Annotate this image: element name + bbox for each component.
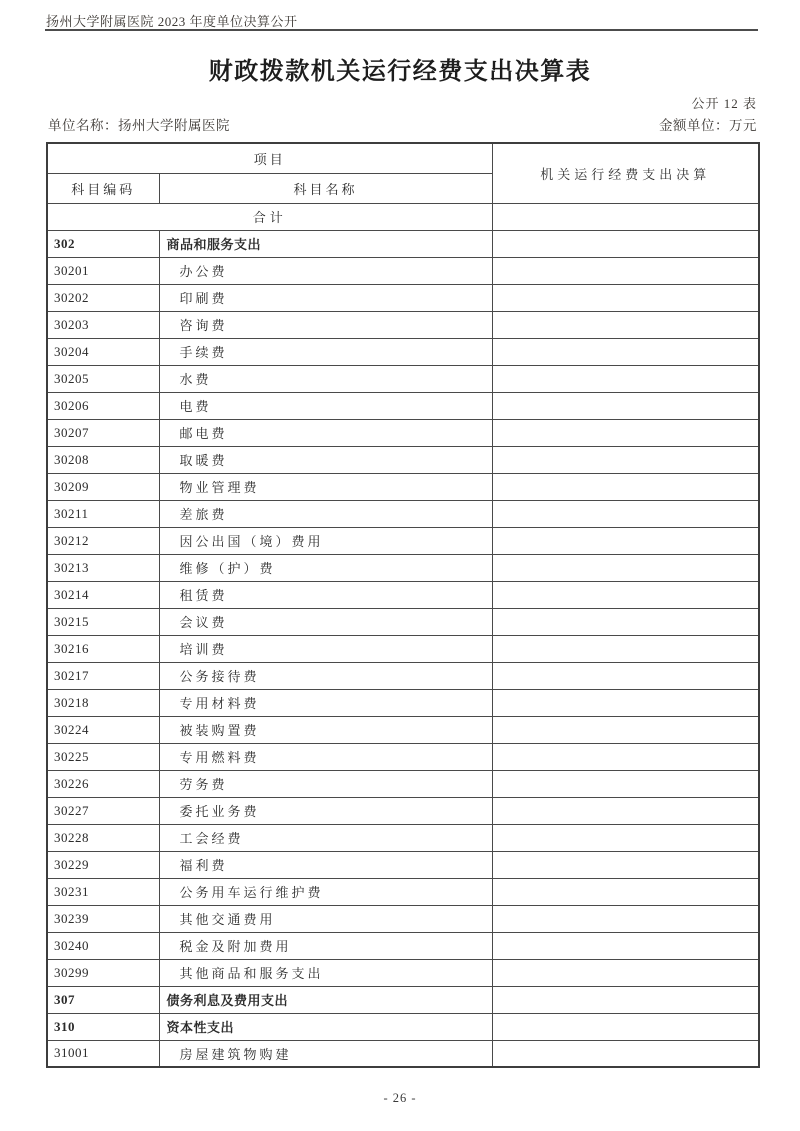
value-cell — [492, 797, 759, 824]
subject-name-cell: 邮电费 — [159, 419, 492, 446]
value-cell — [492, 230, 759, 257]
value-cell — [492, 743, 759, 770]
subject-code-cell: 302 — [47, 230, 159, 257]
subject-code-cell: 30231 — [47, 878, 159, 905]
subject-code-cell: 30228 — [47, 824, 159, 851]
subject-name-cell: 办公费 — [159, 257, 492, 284]
header-value-column: 机关运行经费支出决算 — [492, 143, 759, 203]
value-cell — [492, 932, 759, 959]
subject-code-cell: 30212 — [47, 527, 159, 554]
subject-code-cell: 310 — [47, 1013, 159, 1040]
table-row — [47, 554, 759, 581]
value-cell — [492, 662, 759, 689]
subject-name-cell: 水费 — [159, 365, 492, 392]
subject-name-cell: 工会经费 — [159, 824, 492, 851]
subject-name-cell: 资本性支出 — [159, 1013, 492, 1040]
subject-name-cell: 商品和服务支出 — [159, 230, 492, 257]
value-cell — [492, 581, 759, 608]
subject-code-cell: 30214 — [47, 581, 159, 608]
value-cell — [492, 446, 759, 473]
subject-code-cell: 30207 — [47, 419, 159, 446]
table-row — [47, 581, 759, 608]
table-row — [47, 608, 759, 635]
subject-name-cell: 房屋建筑物购建 — [159, 1040, 492, 1067]
value-cell — [492, 635, 759, 662]
unit-name-label: 单位名称：扬州大学附属医院 — [48, 118, 230, 133]
table-row — [47, 689, 759, 716]
subject-code-cell: 30206 — [47, 392, 159, 419]
table-row — [47, 851, 759, 878]
header-divider — [45, 29, 758, 31]
value-cell — [492, 284, 759, 311]
subject-code-cell: 30203 — [47, 311, 159, 338]
subject-name-cell: 劳务费 — [159, 770, 492, 797]
value-cell — [492, 419, 759, 446]
subject-name-cell: 取暖费 — [159, 446, 492, 473]
subject-code-cell: 30202 — [47, 284, 159, 311]
table-row — [47, 662, 759, 689]
value-cell — [492, 824, 759, 851]
value-cell — [492, 878, 759, 905]
subject-code-cell: 30240 — [47, 932, 159, 959]
value-cell — [492, 365, 759, 392]
table-row — [47, 986, 759, 1013]
subject-code-cell: 30217 — [47, 662, 159, 689]
subject-name-cell: 差旅费 — [159, 500, 492, 527]
table-row — [47, 392, 759, 419]
value-cell — [492, 1040, 759, 1067]
header-name-column: 科目名称 — [159, 173, 492, 203]
value-cell — [492, 257, 759, 284]
subject-name-cell: 物业管理费 — [159, 473, 492, 500]
subject-name-cell: 被装购置费 — [159, 716, 492, 743]
subject-name-cell: 咨询费 — [159, 311, 492, 338]
subject-code-cell: 30239 — [47, 905, 159, 932]
value-cell — [492, 959, 759, 986]
subject-code-cell: 31001 — [47, 1040, 159, 1067]
value-cell — [492, 1013, 759, 1040]
amount-unit-label: 金额单位：万元 — [659, 118, 757, 133]
table-row — [47, 419, 759, 446]
table-row — [47, 959, 759, 986]
table-row — [47, 1040, 759, 1067]
table-row — [47, 743, 759, 770]
page-title: 财政拨款机关运行经费支出决算表 — [208, 59, 592, 85]
table-row — [47, 905, 759, 932]
subject-name-cell: 公务用车运行维护费 — [159, 878, 492, 905]
subject-code-cell: 30216 — [47, 635, 159, 662]
value-cell — [492, 392, 759, 419]
total-label-cell: 合计 — [47, 203, 492, 230]
subject-name-cell: 会议费 — [159, 608, 492, 635]
subject-code-cell: 30215 — [47, 608, 159, 635]
value-cell — [492, 527, 759, 554]
subject-code-cell: 30204 — [47, 338, 159, 365]
subject-name-cell: 委托业务费 — [159, 797, 492, 824]
subject-code-cell: 30299 — [47, 959, 159, 986]
table-row — [47, 446, 759, 473]
total-row — [47, 203, 759, 230]
subject-name-cell: 因公出国（境）费用 — [159, 527, 492, 554]
table-row — [47, 500, 759, 527]
table-row — [47, 311, 759, 338]
subject-name-cell: 印刷费 — [159, 284, 492, 311]
subject-name-cell: 债务利息及费用支出 — [159, 986, 492, 1013]
subject-name-cell: 电费 — [159, 392, 492, 419]
header-project: 项目 — [47, 143, 492, 173]
table-row — [47, 635, 759, 662]
table-row — [47, 1013, 759, 1040]
subject-name-cell: 手续费 — [159, 338, 492, 365]
value-cell — [492, 905, 759, 932]
table-number: 公开 12 表 — [691, 96, 757, 111]
table-row — [47, 716, 759, 743]
value-cell — [492, 500, 759, 527]
value-cell — [492, 851, 759, 878]
meta-line — [48, 114, 757, 134]
subject-code-cell: 30205 — [47, 365, 159, 392]
table-row — [47, 527, 759, 554]
subject-name-cell: 公务接待费 — [159, 662, 492, 689]
document-header-note: 扬州大学附属医院 2023 年度单位决算公开 — [46, 14, 298, 29]
table-row — [47, 878, 759, 905]
subject-name-cell: 专用燃料费 — [159, 743, 492, 770]
table-row — [47, 257, 759, 284]
table-row — [47, 365, 759, 392]
subject-code-cell: 30224 — [47, 716, 159, 743]
subject-code-cell: 307 — [47, 986, 159, 1013]
header-code-column: 科目编码 — [47, 173, 159, 203]
value-cell — [492, 716, 759, 743]
value-cell — [492, 554, 759, 581]
page-number: - 26 - — [383, 1091, 417, 1105]
value-cell — [492, 770, 759, 797]
table-row — [47, 770, 759, 797]
subject-name-cell: 其他交通费用 — [159, 905, 492, 932]
table-row — [47, 797, 759, 824]
subject-code-cell: 30213 — [47, 554, 159, 581]
value-cell — [492, 986, 759, 1013]
subject-name-cell: 租赁费 — [159, 581, 492, 608]
value-cell — [492, 338, 759, 365]
subject-code-cell: 30227 — [47, 797, 159, 824]
table-header-row-project — [47, 143, 759, 173]
subject-code-cell: 30229 — [47, 851, 159, 878]
subject-code-cell: 30225 — [47, 743, 159, 770]
expense-table — [46, 142, 760, 1068]
table-row — [47, 230, 759, 257]
table-row — [47, 473, 759, 500]
subject-code-cell: 30208 — [47, 446, 159, 473]
table-body — [47, 203, 759, 1067]
value-cell — [492, 608, 759, 635]
value-cell — [492, 311, 759, 338]
subject-name-cell: 福利费 — [159, 851, 492, 878]
subject-code-cell: 30211 — [47, 500, 159, 527]
value-cell — [492, 473, 759, 500]
subject-name-cell: 专用材料费 — [159, 689, 492, 716]
table-row — [47, 932, 759, 959]
value-cell — [492, 689, 759, 716]
table-row — [47, 338, 759, 365]
subject-name-cell: 维修（护）费 — [159, 554, 492, 581]
subject-code-cell: 30209 — [47, 473, 159, 500]
subject-name-cell: 其他商品和服务支出 — [159, 959, 492, 986]
subject-name-cell: 税金及附加费用 — [159, 932, 492, 959]
subject-code-cell: 30226 — [47, 770, 159, 797]
subject-name-cell: 培训费 — [159, 635, 492, 662]
subject-code-cell: 30201 — [47, 257, 159, 284]
subject-code-cell: 30218 — [47, 689, 159, 716]
table-row — [47, 824, 759, 851]
table-row — [47, 284, 759, 311]
total-value-cell — [492, 203, 759, 230]
